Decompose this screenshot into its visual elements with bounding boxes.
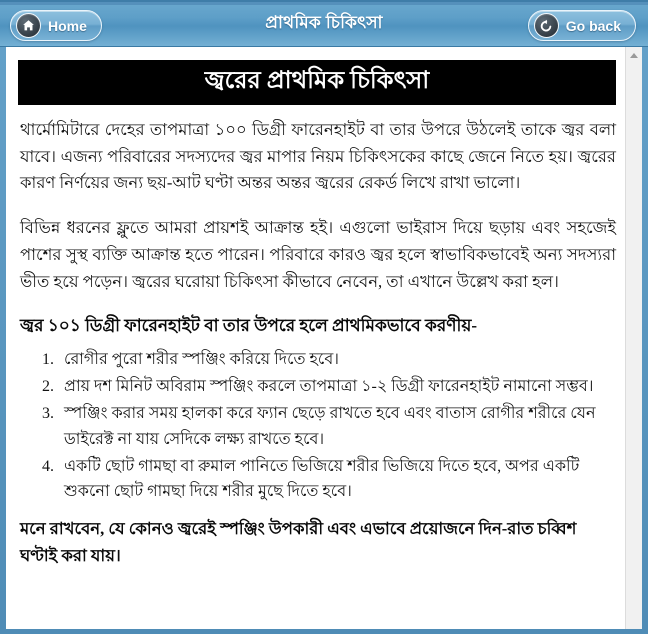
content-scroll-area[interactable] [6,47,642,629]
undo-arrow-icon [534,13,559,38]
article-banner-title: জ্বরের প্রাথমিক চিকিৎসা [18,60,616,105]
list-item: 3. স্পঞ্জিং করার সময় হালকা করে ফ্যান ছেড়ে রাখতে হবে এবং বাতাস রোগীর শরীরে যেন ডাইরেক্ট না যায় সেদিকে লক্ষ্য রাখতে হবে। [58,401,612,452]
vertical-scrollbar[interactable] [625,47,642,629]
home-button[interactable] [10,10,102,41]
page-title: প্রাথমিক চিকিৎসা [265,13,383,32]
section-subheading: জ্বর ১০১ ডিগ্রী ফারেনহাইট বা তার উপরে হলে প্রাথমিকভাবে করণীয়- [20,316,478,336]
home-icon [16,13,41,38]
list-item: 1. রোগীর পুরো শরীর স্পঞ্জিং করিয়ে দিতে হবে। [58,347,612,372]
list-item: 2. প্রায় দশ মিনিট অবিরাম স্পঞ্জিং করলে তাপমাত্রা ১-২ ডিগ্রী ফারেনহাইট নামানো সম্ভব। [58,374,612,399]
home-button-label: Home [48,17,87,34]
steps-list [14,347,612,505]
go-back-button-label: Go back [565,17,621,34]
titlebar [0,0,648,47]
content-frame [0,47,648,634]
go-back-button[interactable] [528,10,636,41]
list-item: 4. একটি ছোট গামছা বা রুমাল পানিতে ভিজিয়ে শরীর ভিজিয়ে দিতে হবে, অপর একটি শুকনো ছোট গামছা দিয়ে শরীর মুছে দিতে হবে। [58,454,612,505]
paragraph: থার্মোমিটারে দেহের তাপমাত্রা ১০০ ডিগ্রী ফারেনহাইট বা তার উপরে উঠলেই তাকে জ্বর বলা যাবে। এজন্য পরিবারের সদস্যদের জ্বর মাপার নিয়ম চিকিৎসকের কাছে জেনে নিতে হয়। জ্বরের কারণ নির্ণয়ের জন্য ছয়-আট ঘণ্টা অন্তর অন্তর জ্বরের রেকর্ড লিখে রাখা ভালো। [20,120,616,193]
closing-note: মনে রাখবেন, যে কোনও জ্বরেই স্পঞ্জিং উপকারী এবং এভাবে প্রয়োজনে দিন-রাত চব্বিশ ঘণ্টাই করা যায়। [20,519,577,565]
article [14,60,618,569]
paragraph: বিভিন্ন ধরনের ফ্লুতে আমরা প্রায়শই আক্রান্ত হই। এগুলো ভাইরাস দিয়ে ছড়ায় এবং সহজেই পাশের সুস্থ ব্যক্তি আক্রান্ত হতে পারেন। পরিবারে কারও জ্বর হলে স্বাভাবিকভাবেই অন্য সদস্যরা ভীত হয়ে পড়েন। জ্বরের ঘরোয়া চিকিৎসা কীভাবে নেবেন, তা এখানে উল্লেখ করা হল। [20,218,616,291]
triangle-up-icon [630,53,638,58]
scroll-up-arrow-icon[interactable] [626,47,642,63]
